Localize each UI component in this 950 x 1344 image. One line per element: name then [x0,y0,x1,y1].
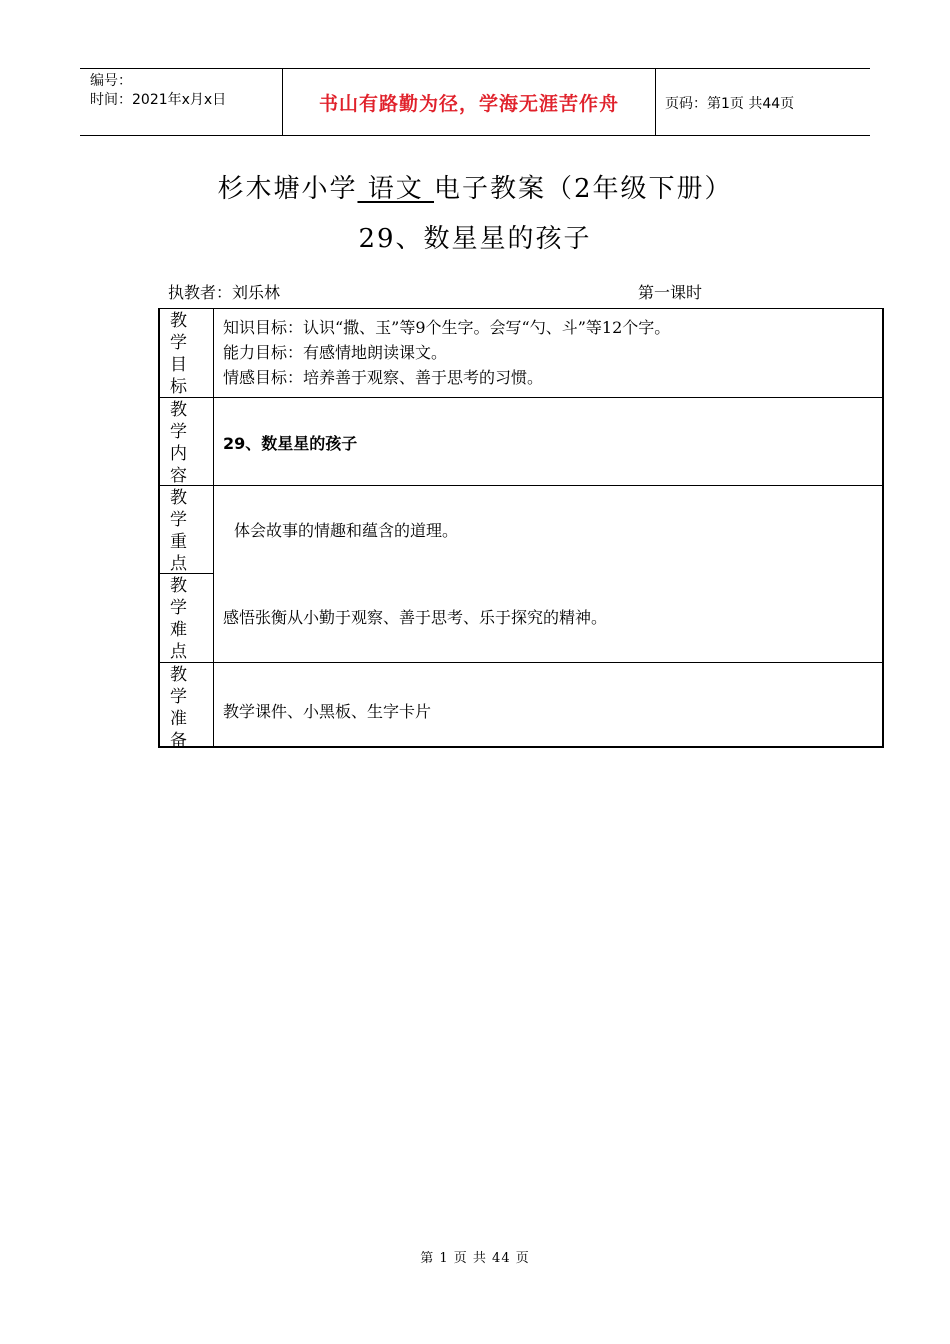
title-subject: 语文 [357,174,434,204]
label-char: 点 [170,554,187,574]
difficulty-text: 感悟张衡从小勤于观察、善于思考、乐于探究的精神。 [223,608,608,627]
lesson-title: 29、数星星的孩子 [358,224,592,254]
prep-label [160,663,214,748]
label-char: 学 [170,598,187,618]
label-char: 教 [170,576,187,596]
table-row-content [160,397,882,485]
label-char: 重 [170,532,187,552]
label-char: 容 [170,466,187,485]
label-char: 难 [170,620,187,640]
document-title [0,168,950,205]
label-char: 准 [170,709,187,729]
label-char: 内 [170,444,187,464]
period-label: 第一课时 [638,283,703,302]
label-char: 学 [170,687,187,707]
label-char: 点 [170,642,187,662]
label-char: 学 [170,333,187,353]
lesson-plan-table [158,308,884,748]
title-suffix: 电子教案（2年级下册） [434,174,733,204]
prep-text: 教学课件、小黑板、生字卡片 [223,702,432,721]
goals-label [160,309,214,397]
label-char: 标 [170,377,187,397]
emotion-goal: 情感目标：培养善于观察、善于思考的习惯。 [223,368,544,387]
content-label [160,398,214,485]
page-footer: 第 1 页 共 44 页 [420,1251,530,1266]
key-point-text: 体会故事的情趣和蕴含的道理。 [234,521,459,540]
content-text: 29、数星星的孩子 [223,434,358,453]
page-header [80,68,870,136]
table-row-prep [160,662,882,748]
label-char: 教 [170,311,187,331]
goals-content [223,315,670,390]
label-char: 教 [170,665,187,685]
table-row-key-difficulty [160,485,882,662]
header-page-label: 页码：第1页 共44页 [665,96,795,112]
teacher-label: 执教者：刘乐林 [168,283,281,302]
table-row-goals [160,309,882,397]
label-char: 教 [170,488,187,508]
label-char: 学 [170,422,187,442]
header-meta [90,72,226,110]
label-char: 备 [170,731,187,748]
difficulty-label [160,574,214,662]
key-label [160,486,214,574]
number-label: 编号： [90,73,132,89]
ability-goal: 能力目标：有感情地朗读课文。 [223,343,448,362]
label-char: 目 [170,355,187,375]
header-motto: 书山有路勤为径，学海无涯苦作舟 [318,92,619,115]
title-prefix: 杉木塘小学 [217,174,358,204]
label-char: 学 [170,510,187,530]
knowledge-goal: 知识目标：认识“撒、玉”等9个生字。会写“勺、斗”等12个字。 [223,318,671,337]
time-label: 时间：2021年x月x日 [90,92,227,108]
label-char: 教 [170,400,187,420]
